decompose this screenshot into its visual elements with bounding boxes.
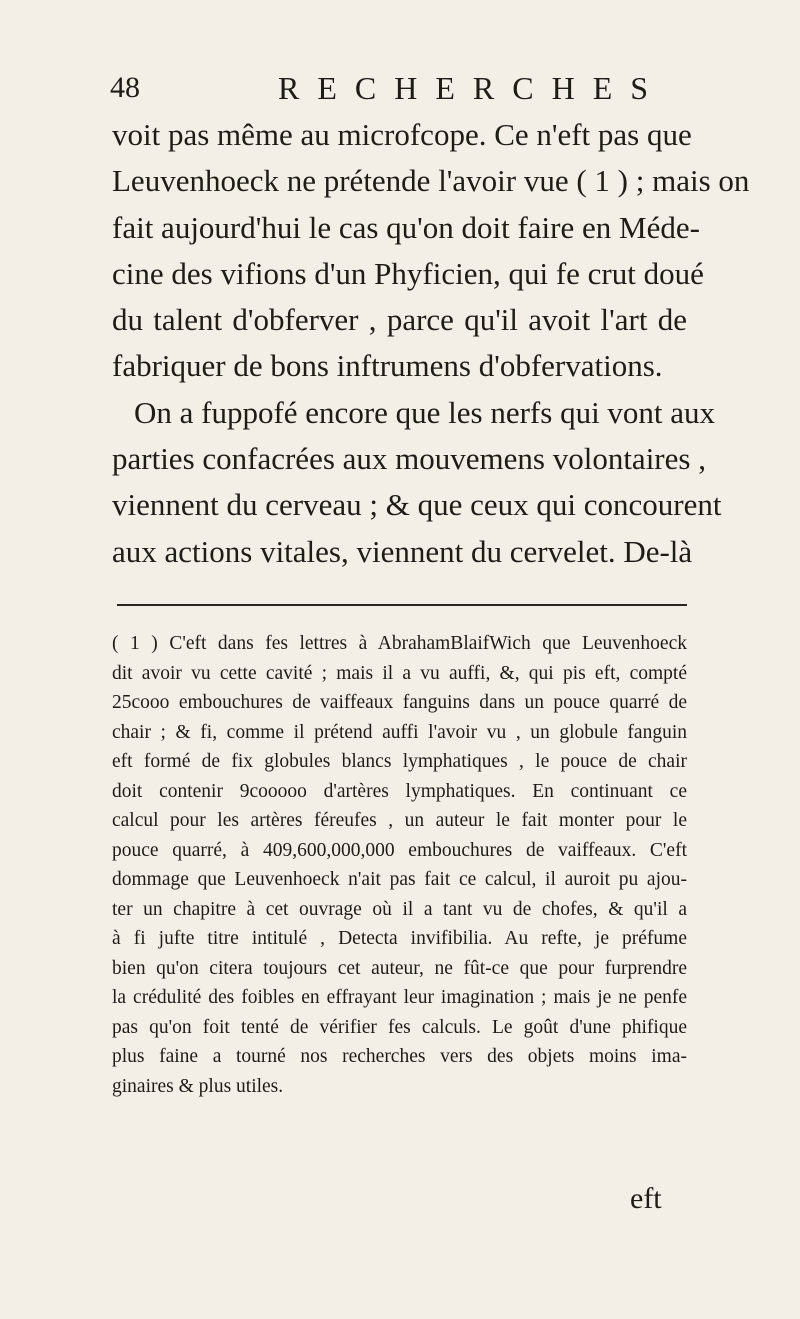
- footnote-line: bien qu'on citera toujours cet auteur, ne fût-ce que pour furprendre: [112, 957, 687, 979]
- footnote-line: chair ; & fi, comme il prétend auffi l'avoir vu , un globule fanguin: [112, 721, 687, 743]
- footnote-line: calcul pour les artères féreufes , un auteur le fait monter pour le: [112, 810, 687, 831]
- footnote-line: dommage que Leuvenhoeck n'ait pas fait ce calcul, il auroit pu ajou-: [112, 869, 687, 890]
- footnote-line: pas qu'on foit tenté de vérifier fes calculs. Le goût d'une phifique: [112, 1016, 687, 1038]
- text-line: aux actions vitales, viennent du cervelet. De-là: [112, 533, 693, 569]
- footnote-divider: [117, 604, 687, 606]
- page-header: [110, 70, 667, 110]
- footnote-line: dit avoir vu cette cavité ; mais il a vu auffi, &, qui pis eft, compté: [112, 662, 687, 684]
- footnote-line: 25cooo embouchures de vaiffeaux fanguins dans un pouce quarré de: [112, 692, 687, 713]
- running-head: RECHERCHES: [278, 70, 667, 106]
- footnote: [112, 629, 687, 1101]
- text-line: parties confacrées aux mouvemens volontaires ,: [112, 441, 706, 477]
- footnote-line: pouce quarré, à 409,600,000,000 embouchures de vaiffeaux. C'eft: [112, 839, 687, 861]
- text-line: voit pas même au microfcope. Ce n'eft pas que: [112, 117, 692, 152]
- text-line: fabriquer de bons inftrumens d'obfervations.: [112, 348, 663, 384]
- text-line: du talent d'obferver , parce qu'il avoit l'art de: [112, 302, 687, 338]
- footnote-line: à fi jufte titre intitulé , Detecta invifibilia. Au refte, je préfume: [112, 928, 687, 949]
- footnote-line: ( 1 ) C'eft dans fes lettres à AbrahamBlaifWich que Leuvenhoeck: [112, 633, 687, 654]
- text-line: fait aujourd'hui le cas qu'on doit faire en Méde-: [112, 209, 700, 245]
- footnote-line: plus faine a tourné nos recherches vers des objets moins ima-: [112, 1046, 687, 1067]
- text-line: cine des vifions d'un Phyficien, qui fe crut doué: [112, 255, 704, 291]
- page-number: 48: [110, 71, 140, 104]
- footnote-line: ter un chapitre à cet ouvrage où il a tant vu de chofes, & qu'il a: [112, 898, 687, 920]
- catchword: eft: [630, 1182, 662, 1215]
- text-line: viennent du cerveau ; & que ceux qui concourent: [112, 487, 722, 523]
- footnote-line: eft formé de fix globules blancs lymphatiques , le pouce de chair: [112, 751, 687, 772]
- footnote-line: ginaires & plus utiles.: [112, 1075, 284, 1097]
- text-line: Leuvenhoeck ne prétende l'avoir vue ( 1 ) ; mais on: [112, 163, 750, 199]
- text-line: On a fuppofé encore que les nerfs qui vont aux: [134, 394, 716, 430]
- footnote-line: la crédulité des foibles en effrayant leur imagination ; mais je ne penfe: [112, 987, 687, 1008]
- main-text: [112, 112, 750, 575]
- footnote-line: doit contenir 9cooooo d'artères lymphatiques. En continuant ce: [112, 780, 687, 802]
